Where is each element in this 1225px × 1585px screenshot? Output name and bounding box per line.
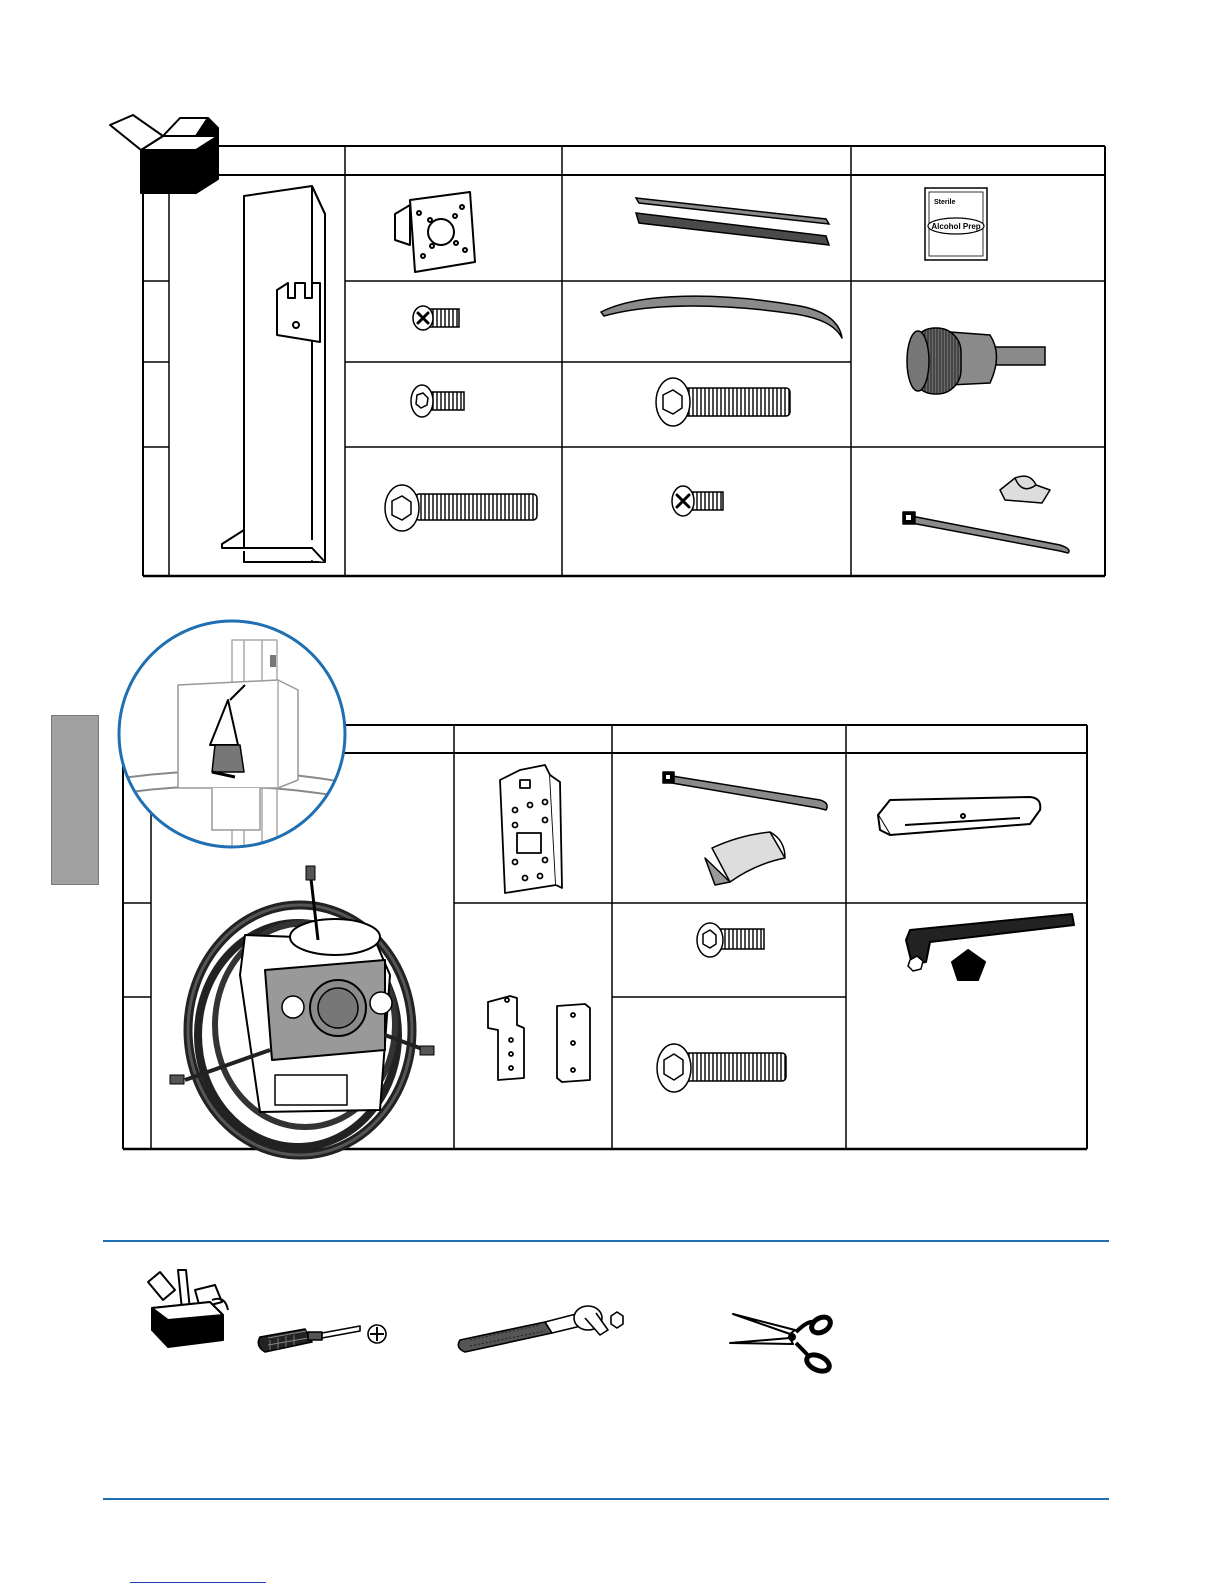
scissors-icon: [730, 1314, 833, 1374]
prep-pad-main-text: Alcohol Prep: [931, 222, 981, 231]
prep-pad-top-text: Sterile: [934, 199, 956, 206]
footer-link-underline: [130, 1582, 266, 1583]
phillips-screwdriver-icon: [258, 1325, 386, 1352]
tools-bottom-rule: [103, 1498, 1109, 1500]
socket-wrench-icon: [458, 1306, 623, 1352]
toolbox-icon: [148, 1270, 228, 1347]
